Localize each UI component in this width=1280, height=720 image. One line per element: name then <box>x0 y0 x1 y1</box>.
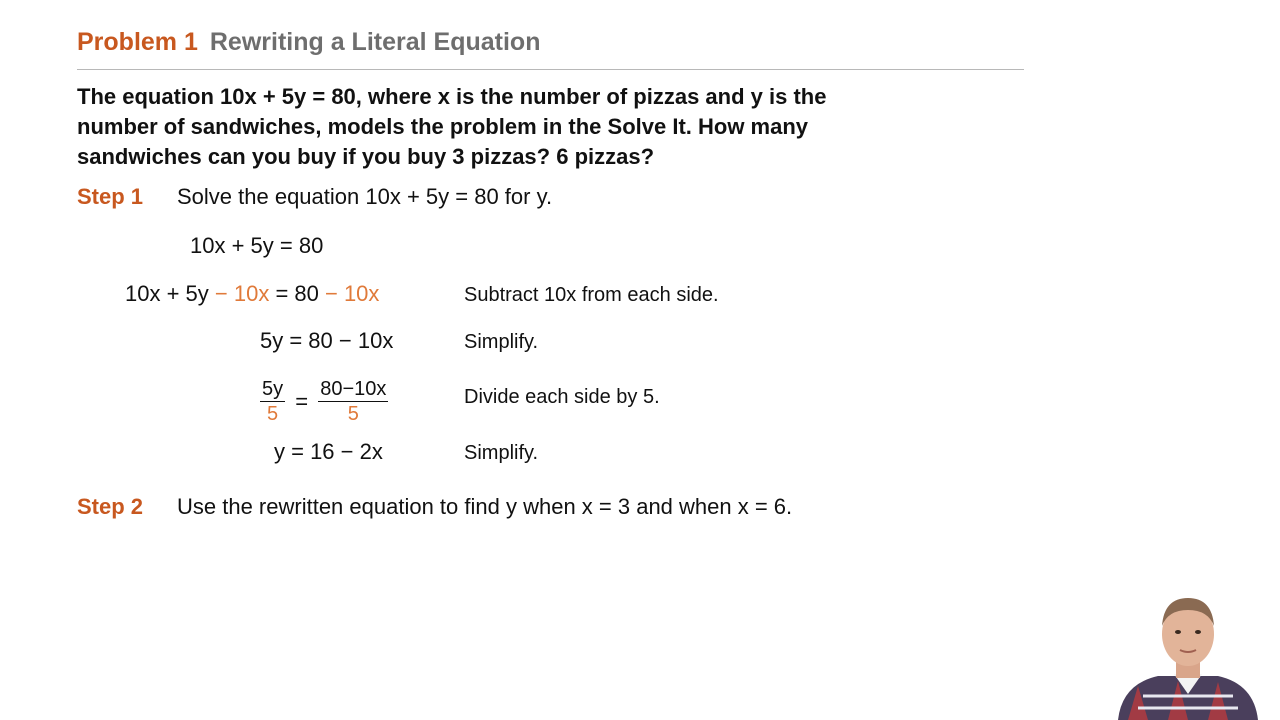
problem-heading <box>77 28 540 57</box>
step-2-text: Use the rewritten equation to find y when x = 3 and when x = 6. <box>177 494 793 519</box>
left-denominator: 5 <box>267 403 279 425</box>
step-2 <box>77 494 792 520</box>
row-4-note: Divide each side by 5. <box>464 386 660 408</box>
row-5-note: Simplify. <box>464 442 539 464</box>
row-3-note: Simplify. <box>464 331 539 353</box>
row-2-left: 10x + 5y <box>125 281 209 306</box>
work-row-3: 5y = 80 − 10x <box>260 328 394 353</box>
fraction-equals: = <box>295 388 309 414</box>
step-1-label: Step 1 <box>77 184 144 209</box>
problem-statement <box>77 82 826 172</box>
row-2-middle: = 80 <box>269 281 319 306</box>
step-1-text: Solve the equation 10x + 5y = 80 for y. <box>177 184 553 209</box>
work-row-5: y = 16 − 2x <box>274 439 383 464</box>
presenter-webcam-image <box>1108 586 1268 720</box>
title-divider <box>77 69 1024 70</box>
problem-title: Rewriting a Literal Equation <box>209 28 541 56</box>
problem-line-2: number of sandwiches, models the problem in the Solve It. How many <box>77 114 809 139</box>
row-2-subtract-right: − 10x <box>318 281 380 306</box>
problem-line-3: sandwiches can you buy if you buy 3 pizzas? 6 pizzas? <box>77 144 655 169</box>
row-2-subtract-left: − 10x <box>208 281 270 306</box>
problem-line-1: The equation 10x + 5y = 80, where x is the number of pizzas and y is the <box>77 84 827 109</box>
right-denominator: 5 <box>347 403 359 425</box>
problem-number: Problem 1 <box>77 28 198 56</box>
work-row-1: 10x + 5y = 80 <box>190 233 324 258</box>
work-row-4 <box>260 377 388 426</box>
work-row-2 <box>125 281 379 307</box>
step-1 <box>77 184 552 210</box>
left-fraction <box>260 377 285 426</box>
right-fraction <box>318 377 388 426</box>
step-2-label: Step 2 <box>77 494 144 519</box>
left-numerator: 5y <box>262 378 284 400</box>
right-numerator: 80−10x <box>320 378 387 400</box>
row-2-note: Subtract 10x from each side. <box>464 284 719 306</box>
